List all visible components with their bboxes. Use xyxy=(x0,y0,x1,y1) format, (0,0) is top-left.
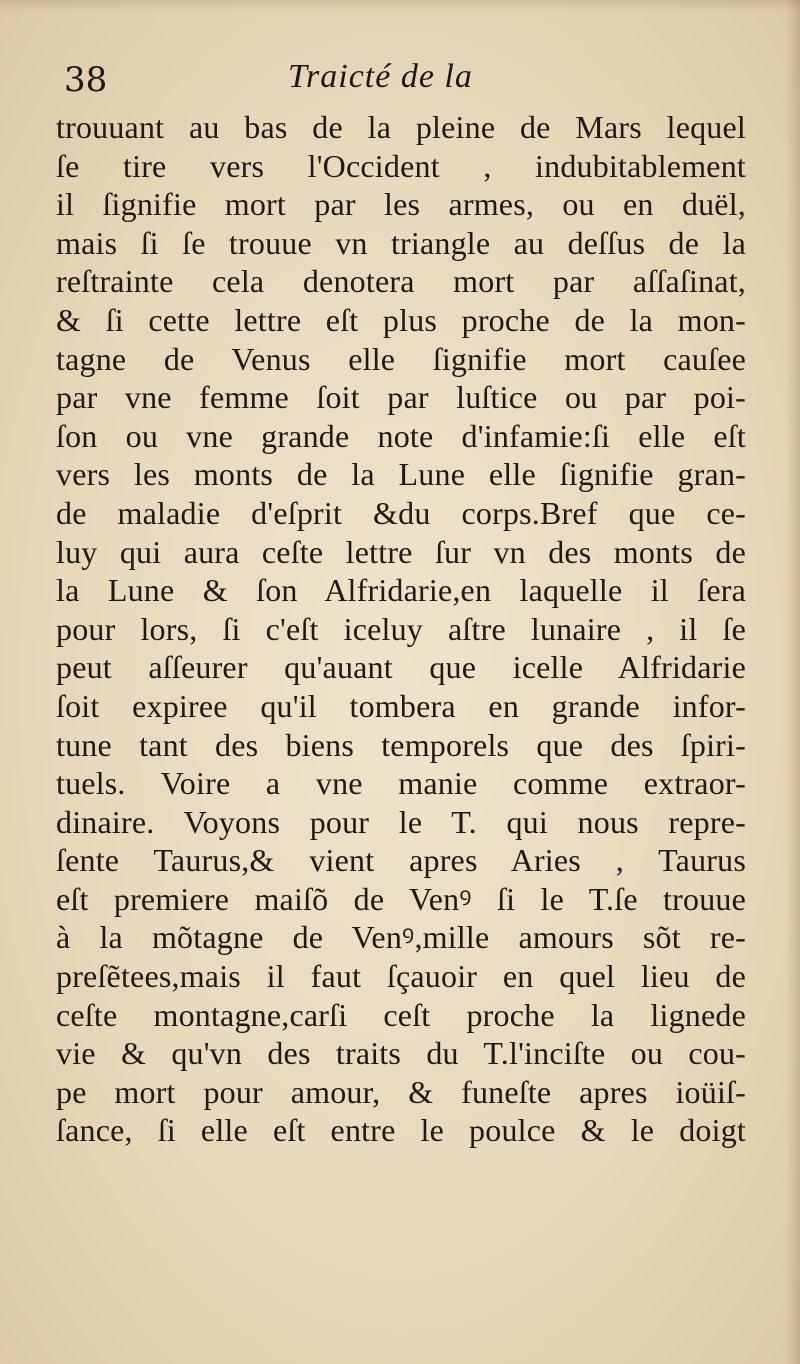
running-title: Traicté de la xyxy=(288,58,473,95)
text-line: reſtrainte cela denotera mort par aſſaſinat, xyxy=(56,263,746,300)
text-line: trouuant au bas de la pleine de Mars lequel xyxy=(56,109,746,145)
text-line: ceſte montagne,carſi ceſt proche la lignede xyxy=(56,996,746,1033)
text-line: peut aſſeurer qu'auant que icelle Alfridarie xyxy=(56,649,746,686)
text-line: la Lune & ſon Alfridarie,en laquelle il ſera xyxy=(56,572,746,609)
page-header xyxy=(58,58,698,106)
page-top-shadow xyxy=(0,0,800,12)
text-line: & ſi cette lettre eſt plus proche de la mon- xyxy=(56,301,746,338)
text-line: eſt premiere maiſõ de Venꝰ ſi le T.ſe trouue xyxy=(56,880,746,917)
text-line: ſente Taurus,& vient apres Aries , Taurus xyxy=(56,842,746,879)
text-line: dinaire. Voyons pour le T. qui nous repre- xyxy=(56,803,746,840)
body-text xyxy=(56,108,746,1150)
text-line: par vne femme ſoit par luſtice ou par poi- xyxy=(56,379,746,416)
text-line: vie & qu'vn des traits du T.l'inciſte ou cou- xyxy=(56,1035,746,1072)
text-line: vers les monts de la Lune elle ſignifie gran- xyxy=(56,456,746,493)
text-line: tune tant des biens temporels que des ſpiri- xyxy=(56,726,746,763)
text-line: tuels. Voire a vne manie comme extraor- xyxy=(56,765,746,802)
text-line: de maladie d'eſprit &du corps.Bref que ce- xyxy=(56,494,746,531)
text-line: preſẽtees,mais il faut ſçauoir en quel lieu de xyxy=(56,958,746,995)
text-line: ſance, ſi elle eſt entre le poulce & le doigt xyxy=(56,1112,746,1149)
text-line: pe mort pour amour, & funeſte apres ioüiſ- xyxy=(56,1073,746,1110)
text-line: à la mõtagne de Venꝰ,mille amours sõt re- xyxy=(56,919,746,956)
text-line: ſoit expiree qu'il tombera en grande infor- xyxy=(56,687,746,724)
text-line: il ſignifie mort par les armes, ou en duël, xyxy=(56,186,746,223)
page-number: 38 xyxy=(64,60,108,100)
text-line: pour lors, ſi c'eſt iceluy aſtre lunaire , il ſe xyxy=(56,610,746,647)
text-line: tagne de Venus elle ſignifie mort cauſee xyxy=(56,340,746,377)
text-line: ſe tire vers l'Occident , indubitablement xyxy=(56,147,746,184)
text-line: mais ſi ſe trouue vn triangle au deſſus de la xyxy=(56,224,746,261)
page-right-shadow xyxy=(786,0,800,1364)
text-line: ſon ou vne grande note d'infamie:ſi elle eſt xyxy=(56,417,746,454)
text-line: luy qui aura ceſte lettre ſur vn des monts de xyxy=(56,533,746,570)
